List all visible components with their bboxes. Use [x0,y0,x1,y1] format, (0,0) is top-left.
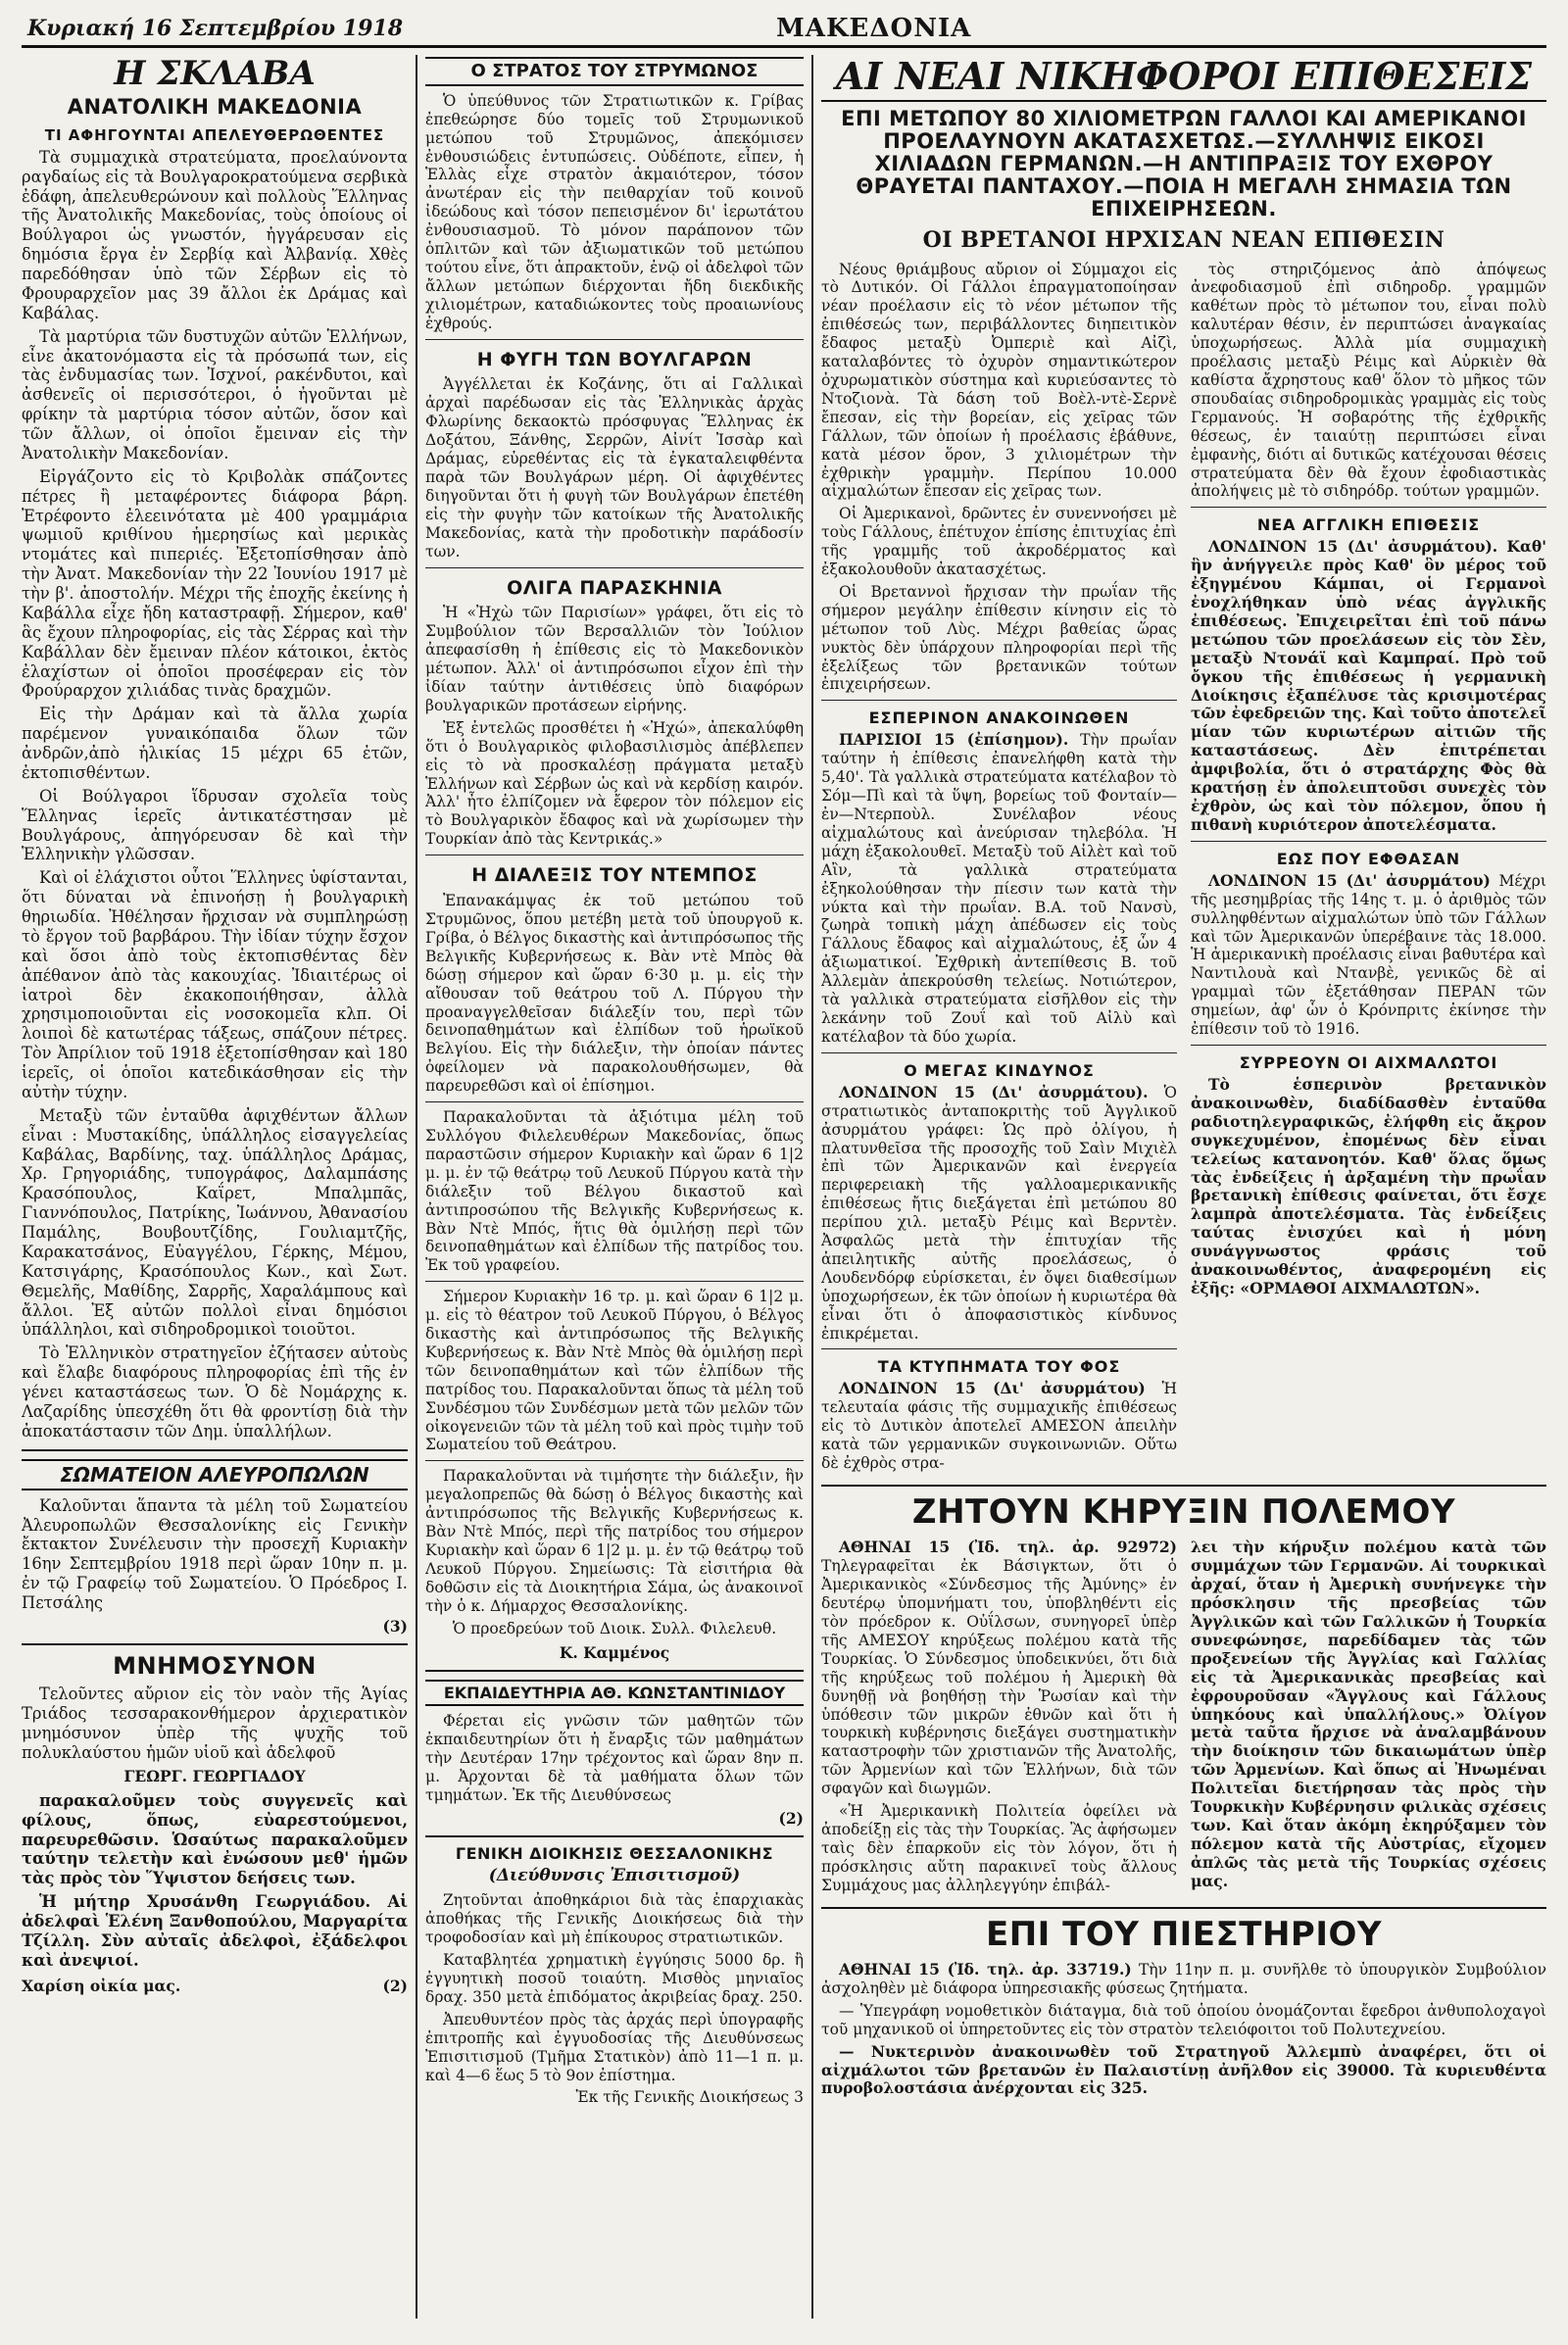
paragraph-text: Τηλεγραφεῖται ἐκ Βάσιγκτων, ὅτι ὁ Ἀμερικανικὸς «Σύνδεσμος τῆς Ἀμύνης» ἐν δευτέρῳ ὑπομνήματι του, ὑποβληθέντι εἰς τὸν πρόεδρον κ. Οὐΐλσων, συνηγορεῖ ὑπὲρ τῆς ΑΜΕΣΟΥ κηρύξεως πολέμου κατὰ τῆς Τουρκίας. Ὁ Σύνδεσμος ὑποδεικνύει, ὅτι διὰ τῆς κηρύξεως τοῦ πολέμου ἡ Ἀμερικὴ θὰ δυνηθῇ νὰ βοηθήσῃ τὴν Ῥωσίαν καὶ τὴν ὑπόθεσιν τῶν μικρῶν ἐθνῶν καὶ ὅτι ἡ τουρκικὴ κυβέρνησις διεξάγει συστηματικὴν καταστροφὴν τῶν χριστιανῶν τῆς Ἀνατολῆς, τῶν Ἀρμενίων καὶ τῶν Ἑλλήνων, διὰ τῶν σφαγῶν καὶ διωγμῶν. [821,1557,1177,1798]
article-title-skalava: Η ΣΚΛΑΒΑ [114,57,316,93]
paragraph: Τὸ Ἑλληνικὸν στρατηγεῖον ἐζήτασεν αὐτοὺς καὶ ἔλαβε διαφόρους πληροφορίας ἐπὶ τῆς ἐν γένει καταστάσεως των. Ὁ δὲ Νομάρχης κ. Λαζαρίδης ὑπεσχέθη ὅτι θὰ φροντίσῃ διὰ τὴν ἀποκατάστασιν τῶν Δημ. ὑπαλλήλων. [22,1343,408,1441]
column-rule [416,55,417,2319]
paragraph: Σήμερον Κυριακὴν 16 τρ. μ. καὶ ὥραν 6 1|2 μ. μ. εἰς τὸ θέατρον τοῦ Λευκοῦ Πύργου, ὁ Βέλγος δικαστὴς καὶ ἀντιπρόσωπος τῆς Βελγικῆς Κυβερνήσεως κ. Βὰν Ντὲ Μπὸς θὰ ὁμιλήσῃ περὶ τῶν δεινοπαθημάτων καὶ τῶν ἐλπίδων τῆς πατρίδος του. Παρακαλοῦνται ὅπως τὰ μέλη τοῦ Συνδέσμου τῶν Συνδέσμων μετὰ τῶν μελῶν τῶν οἰκογενειῶν τῶν τὰ μέλη τοῦ καὶ πρὸς τιμὴν τοῦ Σωματείου τοῦ Θεάτρου. [425,1288,804,1454]
article-title-paraskinia: ΟΛΙΓΑ ΠΑΡΑΣΚΗΝΙΑ [507,576,722,599]
paragraph: Ἀγγέλλεται ἐκ Κοζάνης, ὅτι αἱ Γαλλικαὶ ἀρχαὶ παρέδωσαν εἰς τὰς Ἑλληνικὰς ἀρχὰς Φλωρίνης δεκαοκτὼ πρόσφυγας Ἕλληνας ἐκ Δοξάτου, Ξάνθης, Σερρῶν, Αἰνίτ Ἰσσὰρ καὶ Δράμας, εὑρεθέντας εἰς τὰ ἐγκαταλειφθέντα παρὰ τῶν Βουλγάρων μέρη. Οἱ ἀφιχθέντες διηγοῦνται ὅτι ἡ φυγὴ τῶν Βουλγάρων ἐπετέθη εἰς τὴν φυγὴν τῶν κατοίκων τῆς Ἀνατολικῆς Μακεδονίας, κατὰ τὴν προδοτικὴν παράδοσίν των. [425,375,804,561]
paragraph: Ἀπευθυντέον πρὸς τὰς ἀρχάς περὶ ὑπογραφῆς ἐπιτροπῆς καὶ ἐγγυοδοσίας τῆς Διευθύνσεως Ἐπισιτισμοῦ (Τμῆμα Στατικὸν) ἀπὸ 11—1 π. μ. καὶ 4—6 ἕως 5 τὸ 9ον ἐπίστημα. [425,2010,804,2084]
paragraph: τὸς στηριζόμενος ἀπὸ ἀπόψεως ἀνεφοδιασμοῦ ἐπὶ σιδηροδρ. γραμμῶν καθέτων πρὸς τὸ μέτωπον του, εἶναι πολὺ καλυτέραν θέσιν, ἐν περιπτώσει ἀναγκαίας ὑποχωρήσεως. Ἀλλὰ μία συμμαχικὴ προέλασις μεταξὺ Ρέιμς καὶ Αὐρκιὲν θὰ καθίστα ἄχρηστους καθ' ὅλον τὸ μῆκος τῶν σπουδαίας σιδηροδρομικὰς γραμμὰς εἰς τοὺς Γερμανούς. Ἡ σοβαρότης τῆς ἐχθρικῆς θέσεως, ἐν ταιαύτῃ περιπτώσει εἶναι ἐμφανὴς, διότι αἱ δυτικῶς κατέχουσαι θέσεις στρατεύματα δὲν θὰ ἔχουν ἐφοδιαστικὰς ἀπολήψεις μὲ τὸ σιδηρόδρ. τούτων γραμμῶν. [1191,260,1546,501]
notice-title-mnimosynon: ΜΝΗΜΟΣΥΝΟΝ [113,1651,317,1680]
divider [425,339,804,340]
paragraph-text: Τὴν πρωΐαν ταύτην ἡ ἐπίθεσις ἐπανελήφθη κατὰ τὴν 5,40'. Τὰ γαλλικὰ στρατεύματα κατέλαβον τὸ Σόμ—Πὶ καὶ τὰ ὕψη, βορείως τοῦ Φονταίν—ἐν—Ντερποὺλ. Συνέλαβον νέους αἰχμαλώτους καὶ ἀνεύρισαν τηλεβόλα. Ἡ μάχη ἐξακολουθεῖ. Μεταξὺ τοῦ Αἰλὲτ καὶ τοῦ Αἲν, τὰ γαλλικὰ στρατεύματα ἐξηκολούθησαν τὴν πίεσιν των κατὰ τὴν νύκτα καὶ τὴν πρωΐαν. Β.Α. τοῦ Νανσὺ, ζωηρὰ τοπικὴ μάχη ἀπέδωσεν εἰς τοὺς Γάλλους ἔδαφος καὶ αἰχμαλώτους, ἐξ ὧν 4 ἀξιωματικοί. Ἐχθρικὴ ἀντεπίθεσις Β. τοῦ Ἀλλεμὰν ἀπεκρούσθη τελείως. Νοτιώτερον, τὰ γαλλικὰ στρατεύματα εἰσῆλθον εἰς τὴν λεκάνην τοῦ Ζουΐ καὶ τοῦ Αἰλὺ καὶ κατέλαβον τὰ δύο χωρία. [821,731,1177,1046]
paragraph: Φέρεται εἰς γνῶσιν τῶν μαθητῶν τῶν ἐκπαιδευτηρίων ὅτι ἡ ἔναρξις τῶν μαθημάτων τὴν Δευτέραν 17ην τρέχοντος καὶ ὥραν 8ην π. μ. Ἀρχονται δὲ τὰ μαθήματα ὅλων τῶν τμημάτων. Ἐκ τῆς Διευθύνσεως [425,1712,804,1804]
right-two-columns [821,261,1546,1477]
deceased-name: ΓΕΩΡΓ. ΓΕΩΡΓΙΑΔΟΥ [123,1766,306,1785]
notice-number: (2) [382,1976,408,1995]
notice-title-geniki-dioikisis: ΓΕΝΙΚΗ ΔΙΟΙΚΗΣΙΣ ΘΕΣΣΑΛΟΝΙΚΗΣ [455,1843,774,1863]
notice-signature: Ἐκ τῆς Γενικῆς Διοικήσεως 3 [575,2088,804,2107]
signature-name: Κ. Καμμένος [559,1642,670,1662]
section-title-nea-epithesis: ΝΕΑ ΑΓΓΛΙΚΗ ΕΠΙΘΕΣΙΣ [1256,515,1481,535]
main-headline: ΑΙ ΝΕΑΙ ΝΙΚΗΦΟΡΟΙ ΕΠΙΘΕΣΕΙΣ [821,57,1546,102]
paragraph: Τὰ συμμαχικὰ στρατεύματα, προελαύνοντα ραγδαίως εἰς τὰ Βουλγαροκρατούμενα σερβικὰ ἐδάφη, ἀπελευθερώνουν καὶ πολλοὺς Ἕλληνας τῆς Ἀνατολικῆς Μακεδονίας, τοὺς ὁποίους οἱ Βούλγαροι ὡς γνωστόν, ἠγγάρευσαν εἰς δημόσια ἔργα ἐν Σερβίᾳ καὶ Ἀλβανίᾳ. Χθὲς παρεδόθησαν ὑπὸ τῶν Σέρβων εἰς τὸ Φρουραρχεῖον μας 39 ἄλλοι ἐκ Δράμας καὶ Καβάλας. [22,147,408,322]
paragraph: Εἰργάζοντο εἰς τὸ Κριβολὰκ σπάζοντες πέτρες ἢ μεταφέροντες διάφορα βάρη. Ἐτρέφοντο ἐλεεινότατα μὲ 400 γραμμάρια ψωμιοῦ κριθίνου ἡμερησίως καὶ μερικὰς ντομάτες καὶ πιπεριές. Ἐξετοπίσθησαν ἀπὸ τὴν Ἀνατ. Μακεδονίαν τὴν 22 Ἰουνίου 1917 μὲ τὴν β'. ἀποστολήν. Μέχρι τῆς ἐποχῆς ἐκείνης ἡ Καβάλλα εἶχε ἤδη καταστραφῇ. Σήμερον, καθ' ἃς ἔχουν πληροφορίας, εἰς τὰς Σέρρας καὶ τὴν Καβάλλαν δὲν ἔμειναν πλέον κάτοικοι, ἐκτὸς ἐλαχίστων οἱ ὁποῖοι προσέφεραν εἰς τὸν Φρούραρχον χιλιάδας τινὰς δραχμῶν. [22,466,408,701]
notice-address: Χαρίση οἰκία μας. [22,1976,181,1995]
divider [425,1670,804,1672]
article-title-fygi: Η ΦΥΓΗ ΤΩΝ ΒΟΥΛΓΑΡΩΝ [476,348,753,370]
dateline: ΑΘΗΝΑΙ 15 (Ἰδ. τηλ. ἀρ. 92972) [839,1538,1177,1557]
paragraph-text: Καθ' ἣν ἀνήγγειλε πρὸς Καθ' ὃν μέρος τοῦ ἐξηγμένου Κάμπαι, οἱ Γερμανοὶ ἐνοχλήθηκαν ὑπὸ νέας ἀγγλικῆς ἐπιθέσεως. Ἐπιχειρεῖται ἐπὶ τοῦ πάνω μετώπου τῶν προελάσεων εἰς τὸν Σὲν, μεταξὺ Ντονάϊ καὶ Καμπραί. Πρὸ τοῦ ὄγκου τῆς ἐπιθέσεως ἡ γερμανικὴ Διοίκησις ἐξαπέλυσε τὰς κρισιμοτέρας τῶν ἐφεδρειῶν της. Καὶ τοῦτο ἀποτελεῖ μίαν τῶν κυριωτέρων αἰτιῶν τῆς καταστάσεως. Δὲν ἐπιτρέπεται ἀμφιβολία, ὅτι ὁ στρατάρχης Φὸς θὰ κρατήσῃ ἐν ἀπολειπτοῦσι συνεχὲς τὸν ἐχθρὸν, ὡς καὶ τὸν πόλεμον, ὅπου ἡ πιθανὴ κυριότερον ἀποτελέσματα. [1191,537,1546,834]
divider [425,1460,804,1461]
paragraph: — Ὑπεγράφη νομοθετικὸν διάταγμα, διὰ τοῦ ὁποίου ὀνομάζονται ἔφεδροι ἀνθυπολοχαγοὶ τοῦ μηχανικοῦ οἱ ὑπηρετοῦντες εἰς τὸν στρατὸν τελειόφοιτοι τοῦ Πολυτεχνείου. [821,2001,1546,2038]
divider [22,1449,408,1451]
paragraph-text: Ἡ τελευταία φάσις τῆς συμμαχικῆς ἐπιθέσεως εἰς τὸ Δυτικὸν ἀποτελεῖ ΑΜΕΣΟΝ ἀπειλὴν κατὰ τῶν γερμανικῶν συγκοινωνιῶν. Οὕτω δὲ ἐχθρὸς στρα- [821,1380,1177,1473]
paragraph-text: Μέχρι τῆς μεσημβρίας τῆς 14ης τ. μ. ὁ ἀριθμὸς τῶν συλληφθέντων αἰχμαλώτων ὑπὸ τῶν Γάλλων καὶ τῶν Ἀμερικανῶν ὑπερέβαινε τὰς 18.000. Ἡ ἀμερικανικὴ προέλασις εἶναι βαθυτέρα καὶ Ναντιλουὰ καὶ Ντανβὲ, γενικῶς δὲ αἱ γραμμαὶ τῶν ἐξετάθησαν ΠΕΡΑΝ τῶν σημείων, ἀφ' ὧν ὁ Κρόνπριτς ἐκίνησε τὴν ἐπίθεσιν τοῦ τὸ 1916. [1191,871,1546,1039]
main-deck: ΕΠΙ ΜΕΤΩΠΟΥ 80 ΧΙΛΙΟΜΕΤΡΩΝ ΓΑΛΛΟΙ ΚΑΙ ΑΜΕΡΙΚΑΝΟΙ ΠΡΟΕΛΑΥΝΟΥΝ ΑΚΑΤΑΣΧΕΤΩΣ.—ΣΥΛΛΗΨΙΣ ΕΙΚΟΣΙ ΧΙΛΙΑΔΩΝ ΓΕΡΜΑΝΩΝ.—Η ΑΝΤΙΠΡΑΞΙΣ ΤΟΥ ΕΧΘΡΟΥ ΘΡΑΥΕΤΑΙ ΠΑΝΤΑΧΟΥ.—ΠΟΙΑ Η ΜΕΓΑΛΗ ΣΗΜΑΣΙΑ ΤΩΝ ΕΠΙΧΕΙΡΗΣΕΩΝ. [841,106,1527,221]
paragraph: Παρακαλοῦνται νὰ τιμήσητε τὴν διάλεξιν, ἣν μεγαλοπρεπῶς θὰ δώσῃ ὁ Βέλγος δικαστὴς καὶ ἀντιπρόσωπος τῆς Βελγικῆς Κυβερνήσεως κ. Βὰν Ντὲ Μπός, περὶ τῆς πατρίδος του σήμερον Κυριακὴν καὶ ὥραν 6 1|2 μ. μ. ἐν τῷ θεάτρῳ τοῦ Λευκοῦ Πύργου. Σημείωσις: Τὰ εἰσιτήρια θὰ δοθῶσιν εἰς τὰ Διοικητήρια Σάμα, ὡς ἀνακοινοῖ τὴν ὁ κ. Δήμαρχος Θεσσαλονίκης. [425,1467,804,1615]
right-col-a [821,261,1177,1477]
divider [821,1052,1177,1053]
headline-piestiriou: ΕΠΙ ΤΟΥ ΠΙΕΣΤΗΡΙΟΥ [985,1914,1383,1954]
paragraph: Τὰ μαρτύρια τῶν δυστυχῶν αὐτῶν Ἑλλήνων, εἶνε ἀκατονόμαστα εἰς τὰ πρόσωπά των, εἰς τὰς ἐνδυμασίας των. Ἰσχνοί, ρακένδυτοι, καὶ ἀσθενεῖς οἱ περισσότεροι, ὁ ἠγοῦνται μὲ φρίκην τὰ μαρτύρια τόσον αὐτῶν, ὅσον καὶ τῶν ἄλλων, οἱ ὁποῖοι ἔμειναν εἰς τὴν Ἀνατολικὴν Μακεδονίαν. [22,326,408,463]
section-title-syrreoun: ΣΥΡΡΕΟΥΝ ΟΙ ΑΙΧΜΑΛΩΤΟΙ [1239,1052,1498,1072]
divider [821,1485,1546,1487]
masthead [22,12,1546,48]
paragraph: Ἡ «Ἠχὼ τῶν Παρισίων» γράφει, ὅτι εἰς τὸ Συμβούλιον τῶν Βερσαλλιῶν τὸν Ἰούλιον ἀπεφασίσθη ἡ ἐπίθεσις εἰς τὸ Μακεδονικὸν μέτωπον. Ἀλλ' οἱ ἀντιπρόσωποι εἶχον ἐπὶ τὴν ἰδίαν ταύτην ἀντιθέσεις ὑπὸ διαφόρων βουλγαρικῶν προτάσεων εἰρήνης. [425,604,804,714]
dateline: ΛΟΝΔΙΝΟΝ 15 (Δι' ἀσυρμάτου). [1208,537,1498,557]
divider [1191,841,1546,842]
article-subtitle: ΑΝΑΤΟΛΙΚΗ ΜΑΚΕΔΟΝΙΑ [67,94,363,119]
paragraph-text: Τὴν 11ην π. μ. συνῆλθε τὸ ὑπουργικὸν Συμβούλιον ἀσχοληθὲν μὲ διάφορα ὑπηρεσιακῆς φύσεως ζητήματα. [821,1961,1546,1997]
paragraph: Οἱ Βρεταννοὶ ἤρχισαν τὴν πρωΐαν τῆς σήμερον μεγάλην ἐπίθεσιν κίνησιν εἰς τὸ μέτωπον τοῦ Λὺς. Μέχρι βαθείας ὥρας νυκτὸς δὲν ὑπάρχουν πληροφορίαι περὶ τῆς ἐξελίξεως τῶν βρετανικῶν τούτων ἐπιχειρήσεων. [821,582,1177,694]
divider [22,1643,408,1645]
paragraph: «Ἡ Ἀμερικανικὴ Πολιτεία ὀφείλει νὰ ἀποδείξῃ εἰς τὰς τὴν Τουρκίας. Ἂς ἀφήσωμεν ταὶς δὲν ἐπαρκοῦν εἰς τὸν λόγον, ὅτι ἡ πρόσκλησις αὕτη παρακινεῖ τοὺς ἄλλους Συμμάχους μας ἀλληλεγγύην ἐπιβάλ- [821,1802,1177,1894]
divider [425,1101,804,1102]
notice-text: Ἡ μήτηρ Χρυσάνθη Γεωργιάδου. Αἱ ἀδελφαὶ Ἑλένη Ξανθοπούλου, Μαργαρίτα Τζίλλη. Σὺν αὐταῖς ἀδελφοὶ, ἐξάδελφοι καὶ ἀνεψιοί. [22,1892,408,1970]
column-2 [425,57,804,2321]
divider [1191,1045,1546,1046]
paragraph: Νέους θριάμβους αὔριον οἱ Σύμμαχοι εἰς τὸ Δυτικόν. Οἱ Γάλλοι ἐπραγματοποίησαν νέαν προέλασιν εἰς τὸ νέον μέτωπον τῆς ἐπιθέσεώς των, περιβάλλοντες διηπειτικὸν ἔδαφος μεταξὺ Ὀμπεριὲ καὶ Αἰζὶ, καταλαβόντες τὸ ὀχυρὸν σημαντικώτερον ὀχυρωματικὸν σύστημα καὶ κυριεύσαντες τὸ Ντοζιονὰ. Τὰ δάση τοῦ Βοὲλ-ντὲ-Σερνὲ ἔπεσαν, εἰς τὴν βορείαν, εἰς χεῖρας τῶν Γάλλων, τῶν ὁποίων ἡ προέλασις ἐβάθυνε, κατὰ μέσον ὅρον, 3 χιλιομέτρων τὴν ἐχθρικὴν γραμμὴν. Περίπου 10.000 αἰχμαλώτων ἔπεσαν εἰς χεῖρας των. [821,260,1177,501]
signature-role: Ὁ προεδρεύων τοῦ Διοικ. Συλλ. Φιλελευθ. [452,1619,777,1637]
issue-date: Κυριακή 16 Σεπτεμβρίου 1918 [27,16,404,41]
notice-subtitle: (Διεύθυνσις Ἐπισιτισμοῦ) [488,1866,741,1886]
notice-number: (2) [778,1808,804,1828]
column-1 [22,57,408,2321]
paragraph: Ἐπανακάμψας ἐκ τοῦ μετώπου τοῦ Στρυμῶνος, ὅπου μετέβη μετὰ τοῦ ὑπουργοῦ κ. Γρίβα, ὁ Βέλγος δικαστὴς καὶ ἀντιπρόσωπος τῆς Βελγικῆς Κυβερνήσεως κ. Βὰν ντὲ Μπὸς θὰ δώσῃ σήμερον καὶ ὥραν 6·30 μ. μ. εἰς τὴν αἴθουσαν τοῦ θεάτρου τοῦ Λ. Πύργου τὴν προαναγγελθεῖσαν διάλεξίν του, περὶ τῶν δεινοπαθημάτων καὶ ἐλπίδων τοῦ ἡρωϊκοῦ Βελγίου. Εἰς τὴν διάλεξιν, τὴν ὁποίαν πάντες ὀφείλομεν νὰ παρακολουθήσωμεν, θὰ παρευρεθῶσι καὶ οἱ ἐπίσημοι. [425,892,804,1096]
divider [821,1348,1177,1349]
paragraph: Ζητοῦνται ἀποθηκάριοι διὰ τὰς ἐπαρχιακὰς ἀποθήκας τῆς Γενικῆς Διοικήσεως διὰ τὴν τροφοδοσίαν καὶ μὴ ἐπίκουρος στρατιωτικῶν. [425,1891,804,1947]
paragraph: Οἱ Βούλγαροι ἵδρυσαν σχολεῖα τοὺς Ἕλληνας ἱερεῖς ἀντικατέστησαν μὲ Βουλγάρους, ἀπηγόρευσαν δὲ καὶ τὴν Ἑλληνικὴν γλῶσσαν. [22,786,408,864]
notice-text: Τελοῦντες αὔριον εἰς τὸν ναὸν τῆς Ἁγίας Τριάδος τεσσαρακονθήμερον ἀρχιερατικὸν μνημόσυνον ὑπὲρ τῆς ψυχῆς τοῦ πολυκλαύστου ἡμῶν υἱοῦ καὶ ἀδελφοῦ [22,1685,408,1762]
paragraph: Ὁ ὑπεύθυνος τῶν Στρατιωτικῶν κ. Γρίβας ἐπεθεώρησε δύο τομεῖς τοῦ Στρυμωνικοῦ μετώπου τοῦ Στρυμῶνος, ἀπεκόμισεν ἐνθουσιώδεις ἐντυπώσεις. Οὐδέποτε, εἶπεν, ἡ Ἑλλὰς εἶχε στρατὸν ἀκμαιότερον, τόσον ἀνωτέραν εἰς τὴν πειθαρχίαν τοῦ κοινοῦ ἰδεώδους καὶ τόσον πεπεισμένον δι' ἱερωτάτου ἐνθουσιασμοῦ. Τὸ μόνον παράπονον τῶν ὁπλιτῶν καὶ τῶν ἀξιωματικῶν τοῦ μετώπου τούτου εἶνε, ὅτι ἀπρακτοῦν, ἐνῷ οἱ ἀδελφοὶ τῶν ἄλλων μετώπων διέρχονται ἤδη διεκδικῆς χιλιομέτρων, καταδιώκοντες τοὺς προαιωνίους ἐχθρούς. [425,91,804,332]
section-title-ktypimata: ΤΑ ΚΤΥΠΗΜΑΤΑ ΤΟΥ ΦΟΣ [877,1357,1121,1377]
dateline: ΛΟΝΔΙΝΟΝ 15 (Δι' ἀσυρμάτου). [839,1082,1149,1101]
paragraph-text: Ὁ στρατιωτικὸς ἀνταποκριτὴς τοῦ Ἀγγλικοῦ ἀσυρμάτου γράφει: Ὡς πρὸ ὀλίγου, ἡ πλατυνθεῖσα τῆς προσοχῆς τοῦ Σαὶν Μιχιὲλ ἐπὶ τῶν Ἀμερικανῶν καὶ ἐνεργεία περιφερειακὴ τῆς γαλλοαμερικανικῆς ἐπιθέσεως ἤτις διεξάγεται ἐπὶ μετώπου 80 περίπου χιλ. μεταξὺ Ρέιμς καὶ Βερντὲν. Ἀσφαλῶς μετὰ τὴν ἐπιτυχίαν τῆς ἀπειλητικῆς αὐτῆς προελάσεως, ὁ Λουδενδόρφ εὑρίσκεται, ἐν ὄψει διαθεσίμων ὑποχωρήσεων, ἐκ τῶν ὁποίων ἡ κυριωτέρα θὰ εἶναι ὅτι ὁ ἀποφασιστικὸς κίνδυνος ἐπικρέμεται. [821,1083,1177,1343]
paragraph: Μεταξὺ τῶν ἐνταῦθα ἀφιχθέντων ἄλλων εἶναι : Μυστακίδης, ὑπάλληλος εἰσαγγελείας Καβάλας, Βαρδίνης, ταχ. ὑπάλληλος Δράμας, Χρ. Γρηγοριάδης, τυπογράφος, Δαλαμπάσης Κρασόπουλος, Καΐρετ, Μπαλμπᾶς, Γιαννόπουλος, Πατρίκης, Ἰωάννου, Ἀθανασίου Παμάλης, Βουβουτζίδης, Γουλιαμτζῆς, Καρακατσάνος, Εὐαγγέλου, Γέρκης, Μέμου, Κατσιγάρης, Κρασόπουλος Κων., καὶ Σωτ. Θεμελῆς, Μαθίδης, Σαρρῆς, Χαραλάμπους καὶ ἄλλοι. Ἐξ αὐτῶν πολλοὶ εἶναι δημόσιοι ὑπάλληλοι, καὶ σιδηροδρομικοὶ τοιοῦτοι. [22,1105,408,1340]
article-title-stratos: Ο ΣΤΡΑΤΟΣ ΤΟΥ ΣΤΡΥΜΩΝΟΣ [425,57,804,86]
headline-kiryxin-polemou: ΖΗΤΟΥΝ ΚΗΡΥΞΙΝ ΠΟΛΕΜΟΥ [911,1492,1456,1533]
article-title-dialexis: Η ΔΙΑΛΕΞΙΣ ΤΟΥ ΝΤΕΜΠΟΣ [471,864,758,887]
paragraph: — Νυκτερινὸν ἀνακοινωθὲν τοῦ Στρατηγοῦ Ἀλλεμπὺ ἀναφέρει, ὅτι οἱ αἰχμάλωτοι τῶν βρετανῶν ἐν Παλαιστίνῃ ἀνῆλθον εἰς 39000. Τὰ κυριευθέντα πυροβολοστάσια ἀνέρχονται εἰς 325. [821,2041,1546,2098]
section-title-eos-pou: ΕΩΣ ΠΟΥ ΕΦΘΑΣΑΝ [1276,849,1461,868]
notice-text: Καλοῦνται ἅπαντα τὰ μέλη τοῦ Σωματείου Ἀλευροπωλῶν Θεσσαλονίκης εἰς Γενικὴν ἔκτακτον Συνέλευσιν τὴν προσεχῆ Κυριακὴν 16ην Σεπτεμβρίου 1918 περὶ ὥραν 10ην π. μ. ἐν τῷ Γραφείῳ τοῦ Σωματείου. Ὁ Πρόεδρος Ι. Πετσάλης [22,1495,408,1613]
paragraph: Καταβλητέα χρηματικὴ ἐγγύησις 5000 δρ. ἢ ἐγγυητικὴ ποσοῦ τοιαύτη. Μισθὸς μηνιαῖος δραχ. 350 μετὰ ἐπιδόματος ἀκριβείας δραχ. 250. [425,1951,804,2006]
newspaper-title: ΜΑΚΕΔΟΝΙΑ [776,14,972,43]
notice-title-aleuropolon: ΣΩΜΑΤΕΙΟΝ ΑΛΕΥΡΟΠΩΛΩΝ [22,1459,408,1490]
dateline: ΛΟΝΔΙΝΟΝ 15 (Δι' ἀσυρμάτου) [839,1379,1146,1398]
war-col-b [1191,1539,1546,1898]
paragraph: Ἐξ ἐντελῶς προσθέτει ἡ «Ἠχώ», ἀπεκαλύφθη ὅτι ὁ Βουλγαρικὸς φιλοβασιλισμὸς ἀπέβλεπεν εἰς τὸ νὰ προσκαλέσῃ πράγματα μεταξὺ Ἑλλήνων καὶ Σέρβων ὡς καὶ νὰ κερδίσῃ καιρόν. Ἀλλ' ἦτο ἐλπίζομεν νὰ ἔφερον τὸν πόλεμον εἰς τὸ Βουλγαρικὸν ἔδαφος καὶ νὰ χωρίσωμεν τὴν Τουρκίαν ἀπὸ τὰς Κεντρικάς.» [425,718,804,849]
divider [425,1835,804,1837]
paragraph: Εἰς τὴν Δράμαν καὶ τὰ ἄλλα χωρία παρέμενον γυναικόπαιδα ὅλων τῶν ἀνδρῶν,ἀπὸ ἡλικίας 15 μέχρι 65 ἐτῶν, ἐκτοπισθέντων. [22,705,408,782]
main-subhead: ΟΙ ΒΡΕΤΑΝΟΙ ΗΡΧΙΣΑΝ ΝΕΑΝ ΕΠΙΘΕΣΙΝ [922,227,1446,254]
divider [821,1907,1546,1909]
section-title-esperinon: ΕΣΠΕΡΙΝΟΝ ΑΝΑΚΟΙΝΩΘΕΝ [868,708,1130,728]
article-kicker: ΤΙ ΑΦΗΓΟΥΝΤΑΙ ΑΠΕΛΕΥΘΕΡΩΘΕΝΤΕΣ [44,125,385,144]
paragraph: λει τὴν κήρυξιν πολέμου κατὰ τῶν συμμάχων τῶν Γερμανῶν. Αἱ τουρκικαὶ ἀρχαί, ὅταν ἡ Ἀμερικὴ συνήνεγκε τὴν πρόσκλησιν τῆς πρεσβείας τῶν Ἀγγλικῶν καὶ τῶν Γαλλικῶν ἡ Τουρκία συνεφώνησε, παρεδίδαμεν τὰς τῶν προξενείων τῆς Ἀγγλίας καὶ Γαλλίας εἰς τὰ Ἀμερικανικὰς πρεσβείας καὶ ἐφρουροῦσαν «Ἄγγλους καὶ Γάλλους ὑπηκόους καὶ ὑπαλλήλους.» Ὀλίγον μετὰ ταῦτα ἤρχισε νὰ ἀναλαμβάνουν τὴν διοίκησιν τῶν δικαιωμάτων ὑπὲρ τῶν Ἀρμενίων. Καὶ ὅπως αἱ Ἠνωμέναι Πολιτεῖαι διετήρησαν τὰς πρὸς τὴν Τουρκικὴν Κυβέρνησιν φιλικὰς σχέσεις των. Καὶ ὅταν ἀκόμη ἐκηρύξαμεν τὸν πόλεμον κατὰ τῆς Αὐστρίας, εἴχομεν ἀπλῶς τὰς μετὰ τῆς Τουρκίας σχέσεις μας. [1191,1538,1546,1890]
divider [1191,507,1546,508]
divider [821,700,1177,701]
column-rule [811,55,813,2319]
divider [425,567,804,568]
dateline: ΛΟΝΔΙΝΟΝ 15 (Δι' ἀσυρμάτου) [1208,870,1491,890]
newspaper-page [22,12,1546,2324]
paragraph: Οἱ Ἀμερικανοὶ, δρῶντες ἐν συνεννοήσει μὲ τοὺς Γάλλους, ἐπέτυχον ἐπίσης ἐπιτυχίας ἐπὶ τῆς γραμμῆς τοῦ ἀκροδέρματος καὶ ἐξακολουθοῦν ἀκατασχέτως. [821,505,1177,579]
notice-text: παρακαλοῦμεν τοὺς συγγενεῖς καὶ φίλους, ὅπως, εὐαρεστούμενοι, παρευρεθῶσιν. Ὡσαύτως παρακαλοῦμεν ταύτην τελετὴν καὶ ἐνώσουν μεθ' ἡμῶν τὰς πρὸς τὸν Ὕψιστον δεήσεις των. [22,1790,408,1888]
notice-number: (3) [382,1616,408,1636]
paragraph: Τὸ ἑσπερινὸν βρετανικὸν ἀνακοινωθὲν, διαδίδασθὲν ἐνταῦθα ραδιοτηλεγραφικῶς, ἐλήφθη εἰς ἄκρον συγκεχυμένον, ἐπομένως δὲν εἶναι τελείως κατανοητόν. Καθ' ὅλας ὅμως τὰς ἐνδείξεις ἡ ἀρξαμένη τὴν πρωΐαν βρετανικὴ ἐπίθεσις φαίνεται, ὅτι ἔσχε λαμπρὰ ἀποτελέσματα. Τὰς ἐνδείξεις ταύτας ἐνισχύει καὶ ἡ μόνη συνάγγνωστος φράσις τοῦ ἀνακοινωθέντος, ἀναφερομένη εἰς ἐξῆς: «ΟΡΜΑΘΟΙ ΑΙΧΜΑΛΩΤΩΝ». [1191,1074,1546,1297]
paragraph: Καὶ οἱ ἐλάχιστοι οὗτοι Ἕλληνες ὑφίστανται, ὅτι δύναται νὰ ἐπινοήσῃ ἡ βουλγαρικὴ θηριωδία. Ἠθέλησαν ἤρχισαν νὰ συμπληρώσῃ τὸ ἔργον τοῦ βαρβάρου. Τὴν ἰδίαν τύχην ἔσχον καὶ ὅσοι ἀπὸ τοὺς ἐκτοπισθέντας δὲν ἀπέθανον ἀπὸ τὰς κακουχίας. Ἰδιαιτέρως οἱ ἰατροὶ δὲν ἐκακοποιήθησαν, ἀλλὰ χρησιμοποιοῦνται εἰς νοσοκομεῖα κλπ. Οἱ λοιποὶ δὲ κατωτέρας τάξεως, σπάζουν πέτρες. Τὸν Ἀπρίλιον τοῦ 1918 ἐξετοπίσθησαν καὶ 180 ἱερεῖς, οἱ ὁποῖοι κατεδικάσθησαν εἰς τὴν αὐτὴν τύχην. [22,868,408,1101]
dateline: ΑΘΗΝΑΙ 15 (Ἰδ. τηλ. ἀρ. 33719.) [839,1960,1132,1979]
notice-title-ekpaideutiria: ΕΚΠΑΙΔΕΥΤΗΡΙΑ ΑΘ. ΚΩΝΣΤΑΝΤΙΝΙΔΟΥ [425,1680,804,1707]
divider [425,1281,804,1282]
paragraph: Παρακαλοῦνται τὰ ἀξιότιμα μέλη τοῦ Συλλόγου Φιλελευθέρων Μακεδονίας, ὅπως παραστῶσιν σήμερον Κυριακὴν καὶ ὥραν 6 1|2 μ. μ. ἐν τῷ θεάτρῳ τοῦ Λευκοῦ Πύργου κατὰ τὴν διάλεξιν τοῦ Βέλγου δικαστοῦ καὶ ἀντιπροσώπου τῆς Βελγικῆς Κυβερνήσεως κ. Βὰν Ντὲ Μπός, ἥτις θὰ ὁμιλήσῃ περὶ τῶν δεινοπαθημάτων καὶ ἐλπίδων τῆς πατρίδος του. Ἐκ τοῦ γραφείου. [425,1108,804,1275]
right-col-b [1191,261,1546,1477]
right-block [821,57,1546,2321]
war-col-a [821,1539,1177,1898]
dateline: ΠΑΡΙΣΙΟΙ 15 (ἐπίσημον). [839,730,1069,750]
war-two-columns [821,1539,1546,1898]
section-title-megas-kindynos: Ο ΜΕΓΑΣ ΚΙΝΔΥΝΟΣ [904,1060,1095,1080]
